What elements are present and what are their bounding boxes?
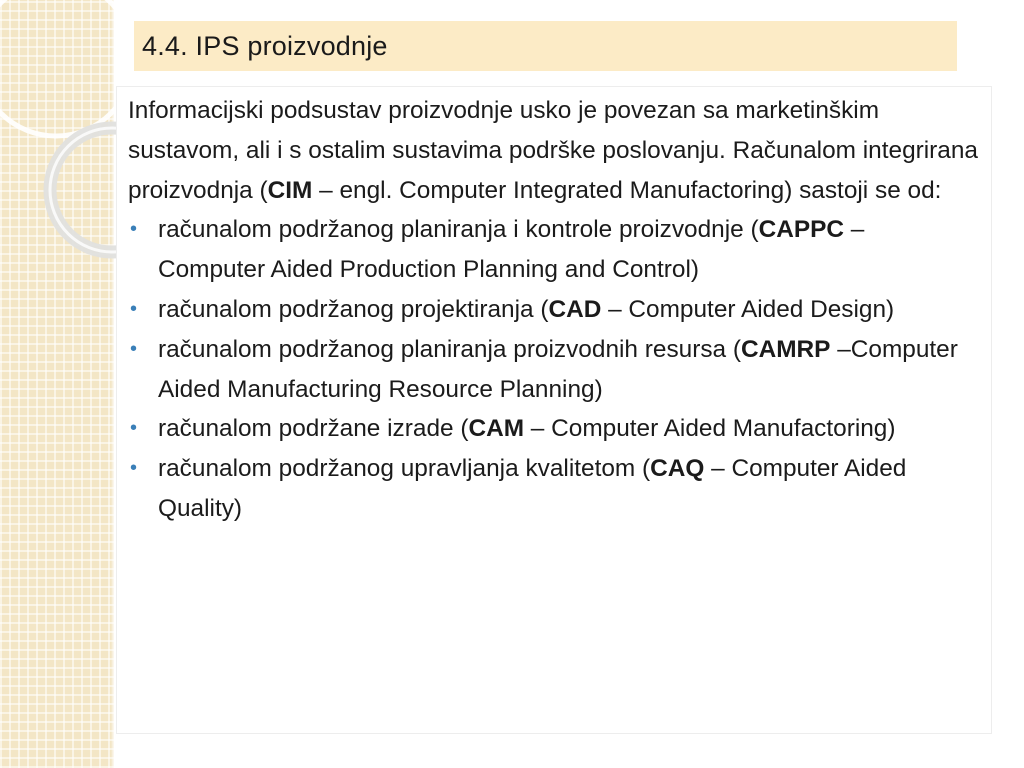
bullet-icon: • — [130, 457, 138, 480]
bullet-text: računalom podržane izrade ( — [158, 415, 469, 443]
intro-text-a: Informacijski podsustav proizvodnje usko je povezan sa marketinškim sustavom, ali i s ostalim sustavima podrške poslovanju. Računalom integrirana proizvodnja ( — [128, 97, 978, 204]
bullet-list — [128, 210, 978, 528]
list-item — [128, 210, 978, 290]
bullet-text: računalom podržanog projektiranja ( — [158, 295, 549, 323]
list-item — [128, 290, 978, 330]
bullet-term: CAMRP — [741, 335, 831, 363]
intro-term-cim: CIM — [267, 176, 313, 204]
bullet-icon: • — [130, 297, 138, 320]
list-item — [128, 409, 978, 449]
bullet-term: CAM — [468, 415, 525, 443]
slide-title: 4.4. IPS proizvodnje — [142, 30, 388, 61]
bullet-text: – Computer Aided Design) — [601, 295, 895, 323]
slide-body — [128, 91, 978, 529]
bullet-term: CAPPC — [758, 216, 845, 244]
bullet-icon: • — [130, 417, 138, 440]
title-bar — [134, 21, 957, 71]
bullet-icon: • — [130, 337, 138, 360]
bullet-term: CAQ — [650, 455, 705, 483]
list-item — [128, 449, 978, 529]
list-item — [128, 330, 978, 410]
bullet-term: CAD — [548, 295, 602, 323]
intro-paragraph — [128, 91, 978, 210]
bullet-text: – Computer Aided Quality) — [158, 455, 907, 522]
intro-text-b: – engl. Computer Integrated Manufactoring) sastoji se od: — [312, 176, 942, 204]
bullet-text: računalom podržanog planiranja i kontrole proizvodnje ( — [158, 216, 759, 244]
bullet-text: računalom podržanog upravljanja kvalitetom ( — [158, 455, 651, 483]
bullet-text: – Computer Aided Manufactoring) — [524, 415, 896, 443]
bullet-text: računalom podržanog planiranja proizvodnih resursa ( — [158, 335, 741, 363]
bullet-icon: • — [130, 218, 138, 241]
bullet-text: –Computer Aided Manufacturing Resource Planning) — [158, 335, 958, 403]
bullet-text: – Computer Aided Production Planning and Control) — [158, 216, 865, 284]
